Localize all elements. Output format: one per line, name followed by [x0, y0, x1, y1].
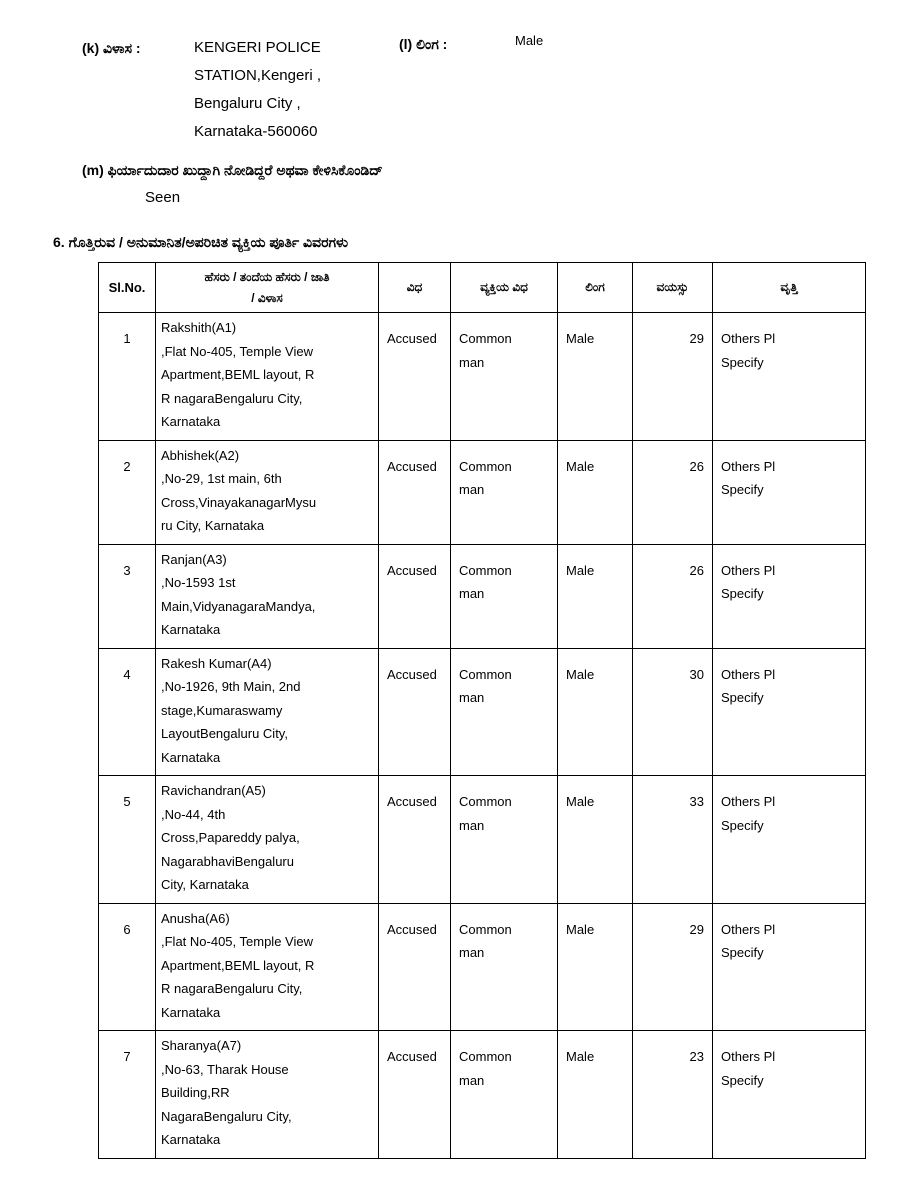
name-address-line: Karnataka: [161, 749, 221, 765]
profession-line: Specify: [721, 586, 764, 601]
name-address-line: R nagaraBengaluru City,: [161, 390, 303, 406]
cell-age: 26: [633, 440, 713, 544]
cell-profession: [713, 903, 866, 1031]
profession-line: Others Pl: [721, 1049, 776, 1064]
cell-name-address: [156, 544, 379, 648]
cell-profession: [713, 440, 866, 544]
cell-gender: Male: [558, 440, 633, 544]
profession-line: Others Pl: [721, 921, 776, 937]
cell-name-address: [156, 903, 379, 1031]
person-type-line: man: [459, 586, 485, 601]
person-type-line: Common: [459, 562, 512, 578]
table-row: [99, 313, 866, 441]
address-line: Bengaluru City ,: [194, 95, 301, 112]
name-address-line: ,No-63, Tharak House: [161, 1061, 289, 1077]
profession-line: Specify: [721, 354, 764, 370]
person-type-line: man: [459, 817, 485, 833]
profession-line: Specify: [721, 690, 764, 705]
name-address-line: ,No-1593 1st: [161, 575, 236, 590]
cell-gender: Male: [558, 648, 633, 776]
name-address-line: Sharanya(A7): [161, 1038, 242, 1053]
cell-slno: 6: [99, 903, 156, 1031]
address-label: (k) ವಿಳಾಸ :: [82, 40, 141, 56]
name-address-line: ,No-29, 1st main, 6th: [161, 471, 282, 486]
profession-line: Specify: [721, 1072, 764, 1088]
header-type: ವಿಧ: [379, 263, 451, 313]
cell-profession: [713, 544, 866, 648]
table-row: [99, 648, 866, 776]
name-address-line: NagaraBengaluru City,: [161, 1108, 292, 1124]
name-address-line: ,Flat No-405, Temple View: [161, 934, 313, 949]
cell-profession: [713, 313, 866, 441]
cell-gender: Male: [558, 776, 633, 904]
gender-label: (l) ಲಿಂಗ :: [399, 36, 448, 52]
header-name-line2: / ವಿಳಾಸ: [251, 290, 283, 305]
cell-slno: 2: [99, 440, 156, 544]
cell-name-address: [156, 1031, 379, 1159]
cell-person-type: [451, 903, 558, 1031]
cell-person-type: [451, 1031, 558, 1159]
cell-person-type: [451, 544, 558, 648]
profession-line: Others Pl: [721, 331, 776, 346]
name-address-line: Rakesh Kumar(A4): [161, 655, 272, 671]
cell-person-type: [451, 313, 558, 441]
name-address-line: Main,VidyanagaraMandya,: [161, 598, 316, 614]
table-row: [99, 1031, 866, 1159]
profession-line: Specify: [721, 817, 764, 833]
name-address-line: City, Karnataka: [161, 877, 249, 892]
name-address-line: Apartment,BEML layout, R: [161, 367, 315, 382]
name-address-line: Anusha(A6): [161, 910, 230, 926]
person-type-line: Common: [459, 666, 512, 682]
table-row: [99, 544, 866, 648]
name-address-line: Cross,VinayakanagarMysu: [161, 494, 317, 510]
cell-type: Accused: [379, 313, 451, 441]
cell-slno: 7: [99, 1031, 156, 1159]
person-type-line: Common: [459, 794, 512, 809]
cell-person-type: [451, 776, 558, 904]
person-type-line: man: [459, 354, 485, 370]
person-type-line: Common: [459, 331, 512, 346]
name-address-line: ru City, Karnataka: [161, 518, 265, 533]
gender-value: Male: [515, 33, 544, 48]
header-gender: ಲಿಂಗ: [558, 263, 633, 313]
cell-gender: Male: [558, 544, 633, 648]
cell-person-type: [451, 648, 558, 776]
cell-age: 23: [633, 1031, 713, 1159]
profession-line: Others Pl: [721, 666, 776, 682]
address-line: KENGERI POLICE: [194, 39, 321, 56]
name-address-line: Rakshith(A1): [161, 320, 237, 335]
profession-line: Others Pl: [721, 794, 776, 809]
cell-profession: [713, 776, 866, 904]
seen-or-heard-label: (m) ಫಿರ್ಯಾದುದಾರ ಖುದ್ದಾಗಿ ನೋಡಿದ್ದರೆ ಅಥವಾ ಕೇಳಿಸಿಕೊಂಡಿದ್: [82, 162, 383, 178]
header-name-address: [156, 263, 379, 313]
name-address-line: Ravichandran(A5): [161, 783, 266, 798]
cell-age: 29: [633, 313, 713, 441]
cell-name-address: [156, 313, 379, 441]
header-slno: Sl.No.: [99, 263, 156, 313]
cell-type: Accused: [379, 440, 451, 544]
cell-type: Accused: [379, 648, 451, 776]
cell-age: 30: [633, 648, 713, 776]
header-age: ವಯಸ್ಸು: [633, 263, 713, 313]
header-person-type: ವ್ಯಕ್ತಿಯ ವಿಧ: [451, 263, 558, 313]
name-address-line: NagarabhaviBengaluru: [161, 853, 294, 869]
header-name-line1: ಹೆಸರು / ತಂದೆಯ ಹೆಸರು / ಜಾತಿ: [204, 269, 330, 284]
seen-or-heard-value: Seen: [145, 189, 181, 206]
name-address-line: stage,Kumaraswamy: [161, 702, 283, 718]
cell-age: 33: [633, 776, 713, 904]
cell-name-address: [156, 440, 379, 544]
section-6-title: 6. ಗೊತ್ತಿರುವ / ಅನುಮಾನಿತ/ಅಪರಿಚಿತ ವ್ಯಕ್ತಿಯ ಪೂರ್ತಿ ವಿವರಗಳು: [53, 234, 349, 250]
complainant-address: [194, 34, 321, 146]
cell-gender: Male: [558, 1031, 633, 1159]
cell-gender: Male: [558, 903, 633, 1031]
name-address-line: LayoutBengaluru City,: [161, 726, 288, 741]
name-address-line: R nagaraBengaluru City,: [161, 981, 303, 996]
cell-age: 29: [633, 903, 713, 1031]
table-row: [99, 903, 866, 1031]
person-type-line: Common: [459, 921, 512, 937]
cell-slno: 5: [99, 776, 156, 904]
name-address-line: Abhishek(A2): [161, 447, 240, 463]
table-row: [99, 440, 866, 544]
address-line: STATION,Kengeri ,: [194, 67, 321, 84]
cell-name-address: [156, 776, 379, 904]
profession-line: Others Pl: [721, 458, 776, 474]
cell-profession: [713, 648, 866, 776]
cell-slno: 3: [99, 544, 156, 648]
name-address-line: Karnataka: [161, 1132, 221, 1147]
name-address-line: Apartment,BEML layout, R: [161, 957, 315, 973]
cell-name-address: [156, 648, 379, 776]
cell-type: Accused: [379, 776, 451, 904]
cell-type: Accused: [379, 544, 451, 648]
profession-line: Specify: [721, 482, 764, 497]
cell-slno: 4: [99, 648, 156, 776]
name-address-line: Karnataka: [161, 414, 221, 429]
person-type-line: man: [459, 945, 485, 960]
person-type-line: man: [459, 690, 485, 705]
person-type-line: Common: [459, 458, 512, 474]
person-type-line: man: [459, 1072, 485, 1088]
address-line: Karnataka-560060: [194, 123, 318, 140]
cell-type: Accused: [379, 903, 451, 1031]
name-address-line: Karnataka: [161, 1004, 221, 1020]
cell-gender: Male: [558, 313, 633, 441]
name-address-line: ,No-1926, 9th Main, 2nd: [161, 679, 301, 694]
header-profession: ವೃತ್ತಿ: [713, 263, 866, 313]
person-type-line: Common: [459, 1049, 512, 1064]
table-header-row: [99, 263, 866, 313]
name-address-line: ,No-44, 4th: [161, 806, 226, 822]
cell-slno: 1: [99, 313, 156, 441]
cell-age: 26: [633, 544, 713, 648]
accused-details-table: [98, 262, 866, 1159]
name-address-line: ,Flat No-405, Temple View: [161, 343, 313, 359]
cell-type: Accused: [379, 1031, 451, 1159]
name-address-line: Cross,Papareddy palya,: [161, 830, 300, 845]
profession-line: Others Pl: [721, 562, 776, 578]
name-address-line: Karnataka: [161, 622, 221, 637]
table-row: [99, 776, 866, 904]
cell-person-type: [451, 440, 558, 544]
person-type-line: man: [459, 482, 485, 497]
profession-line: Specify: [721, 945, 764, 960]
name-address-line: Ranjan(A3): [161, 551, 227, 567]
name-address-line: Building,RR: [161, 1085, 230, 1100]
cell-profession: [713, 1031, 866, 1159]
